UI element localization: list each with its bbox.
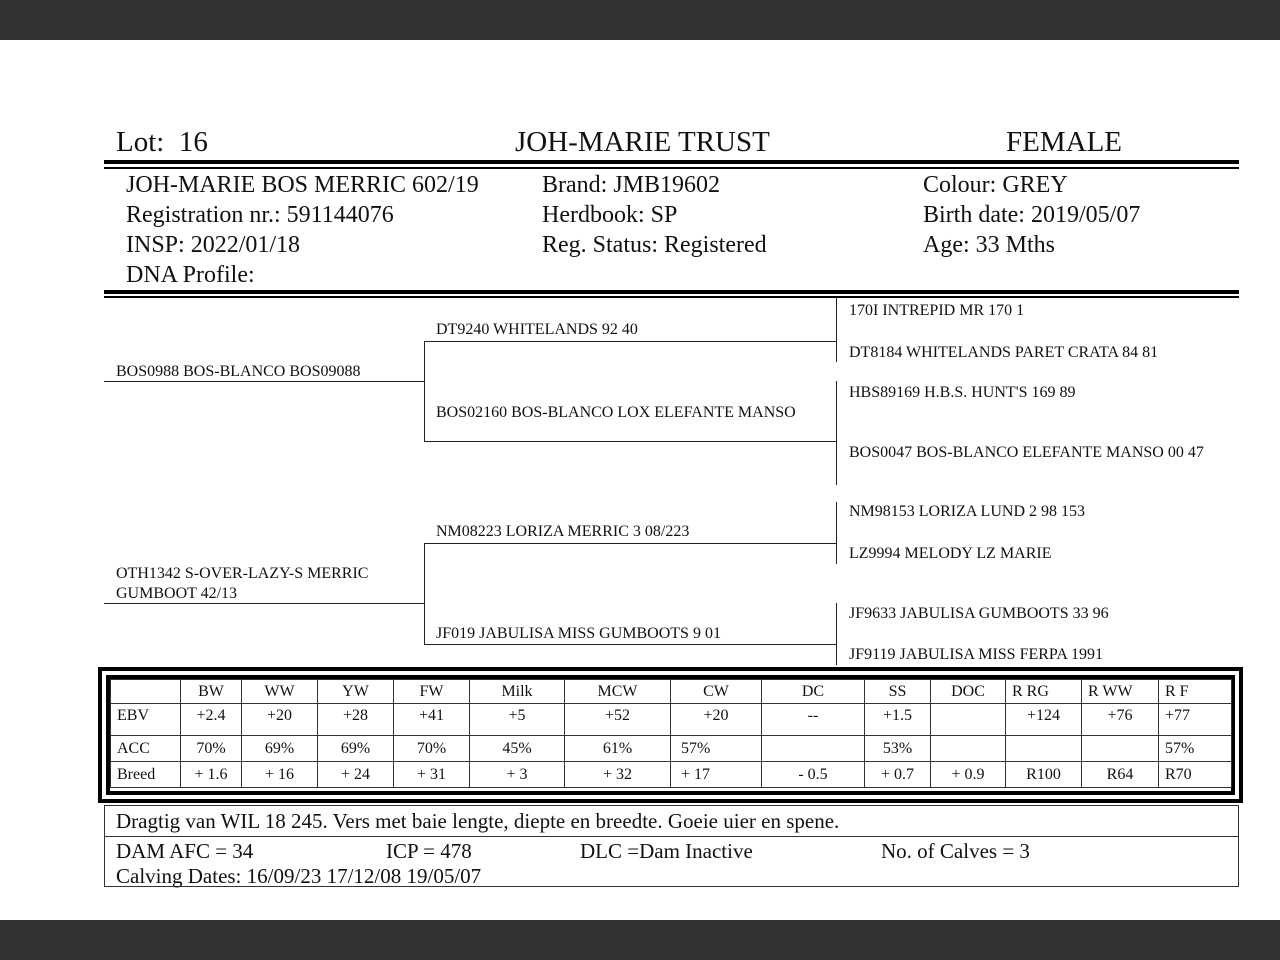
ggp-bracket-2 [836,381,837,485]
lot-label: Lot: 16 [116,126,208,158]
ggp-2: DT8184 WHITELANDS PARET CRATA 84 81 [849,344,1159,361]
sire-dam-line [424,441,836,442]
sire-line [104,381,424,382]
header-rule-thin [104,167,1239,169]
insp-date: INSP: 2022/01/18 [126,232,301,258]
table-cell [1006,736,1082,762]
pedigree-sire: BOS0988 BOS-BLANCO BOS09088 [116,363,361,380]
table-cell: 57% [1159,736,1232,762]
table-header: DC [762,680,865,704]
table-cell: +52 [565,704,671,736]
table-cell: +1.5 [865,704,931,736]
dna-profile: DNA Profile: [126,262,255,288]
table-cell: +5 [470,704,565,736]
sire-sire-line [424,341,836,342]
registration-number: Registration nr.: 591144076 [126,202,394,228]
table-header: DOC [931,680,1006,704]
colour: Colour: GREY [923,172,1068,198]
table-cell: + 17 [671,762,762,788]
table-header: R RG [1006,680,1082,704]
table-cell: R70 [1159,762,1232,788]
table-cell: 70% [394,736,470,762]
table-cell: + 31 [394,762,470,788]
birth-date: Birth date: 2019/05/07 [923,202,1141,228]
lot-number: 16 [178,126,208,158]
header-rule-thick [104,160,1239,164]
table-header: CW [671,680,762,704]
ebv-table [110,679,1232,788]
ggp-6: LZ9994 MELODY LZ MARIE [849,545,1052,562]
ggp-1: 170I INTREPID MR 170 1 [849,302,1025,319]
table-cell: +20 [242,704,318,736]
sex-label: FEMALE [1006,126,1122,158]
calving-dates: Calving Dates: 16/09/23 17/12/08 19/05/07 [116,864,482,888]
icp: ICP = 478 [386,839,472,863]
table-cell: +28 [318,704,394,736]
info-rule-thin [104,296,1239,298]
table-cell [762,736,865,762]
table-cell: 45% [470,736,565,762]
breeder-name: JOH-MARIE TRUST [515,126,770,158]
ggp-bracket-1 [836,298,837,362]
table-header: Milk [470,680,565,704]
ggp-3: HBS89169 H.B.S. HUNT'S 169 89 [849,384,1076,401]
table-row-ebv [111,704,1232,736]
table-cell: - 0.5 [762,762,865,788]
dam-bracket [424,543,425,645]
ggp-5: NM98153 LORIZA LUND 2 98 153 [849,503,1085,520]
table-header: R F [1159,680,1232,704]
table-cell [1082,736,1159,762]
ggp-7: JF9633 JABULISA GUMBOOTS 33 96 [849,605,1109,622]
comment-text: Dragtig van WIL 18 245. Vers met baie lengte, diepte en breedte. Goeie uier en spene. [116,809,840,833]
table-cell [931,704,1006,736]
dlc: DLC =Dam Inactive [580,839,753,863]
pedigree-dam-sire: NM08223 LORIZA MERRIC 3 08/223 [436,523,690,540]
info-rule-thick [104,290,1239,294]
ggp-8: JF9119 JABULISA MISS FERPA 1991 [849,646,1104,663]
pedigree-sire-sire: DT9240 WHITELANDS 92 40 [436,321,638,338]
table-cell: +2.4 [181,704,242,736]
bottom-bar [0,920,1280,960]
dam-dam-line [424,644,836,645]
table-cell: EBV [111,704,181,736]
dam-sire-line [424,543,836,544]
table-row-acc [111,736,1232,762]
table-header: SS [865,680,931,704]
pedigree-dam: OTH1342 S-OVER-LAZY-S MERRIC GUMBOOT 42/13 [116,565,369,602]
ggp-bracket-3 [836,502,837,564]
table-cell: +41 [394,704,470,736]
table-cell: + 0.9 [931,762,1006,788]
table-cell: + 32 [565,762,671,788]
dam-afc: DAM AFC = 34 [116,839,254,863]
reg-status: Reg. Status: Registered [542,232,767,258]
table-header: BW [181,680,242,704]
table-cell: 57% [671,736,762,762]
table-cell: 61% [565,736,671,762]
pedigree-sire-dam: BOS02160 BOS-BLANCO LOX ELEFANTE MANSO [436,404,796,421]
herdbook: Herdbook: SP [542,202,678,228]
table-cell: + 0.7 [865,762,931,788]
table-cell: +124 [1006,704,1082,736]
table-cell: 69% [318,736,394,762]
table-header: MCW [565,680,671,704]
ggp-bracket-4 [836,603,837,665]
table-header: YW [318,680,394,704]
table-header: WW [242,680,318,704]
animal-name: JOH-MARIE BOS MERRIC 602/19 [126,172,479,198]
number-of-calves: No. of Calves = 3 [881,839,1030,863]
ebv-header-row [111,680,1232,704]
table-cell: +76 [1082,704,1159,736]
table-cell: ACC [111,736,181,762]
table-cell: Breed [111,762,181,788]
table-cell: 53% [865,736,931,762]
brand: Brand: JMB19602 [542,172,721,198]
table-cell: R64 [1082,762,1159,788]
table-row-breed [111,762,1232,788]
dam-line [104,603,424,604]
table-cell: +77 [1159,704,1232,736]
table-cell [931,736,1006,762]
sire-bracket [424,341,425,442]
table-cell: R100 [1006,762,1082,788]
table-cell: +20 [671,704,762,736]
table-cell: + 16 [242,762,318,788]
table-cell: + 3 [470,762,565,788]
ggp-4: BOS0047 BOS-BLANCO ELEFANTE MANSO 00 47 [849,444,1204,461]
top-bar [0,0,1280,40]
table-header: R WW [1082,680,1159,704]
table-cell: 69% [242,736,318,762]
pedigree-dam-dam: JF019 JABULISA MISS GUMBOOTS 9 01 [436,625,721,642]
table-cell: + 1.6 [181,762,242,788]
table-header [111,680,181,704]
table-cell: + 24 [318,762,394,788]
table-cell: -- [762,704,865,736]
table-header: FW [394,680,470,704]
table-cell: 70% [181,736,242,762]
age: Age: 33 Mths [923,232,1055,258]
